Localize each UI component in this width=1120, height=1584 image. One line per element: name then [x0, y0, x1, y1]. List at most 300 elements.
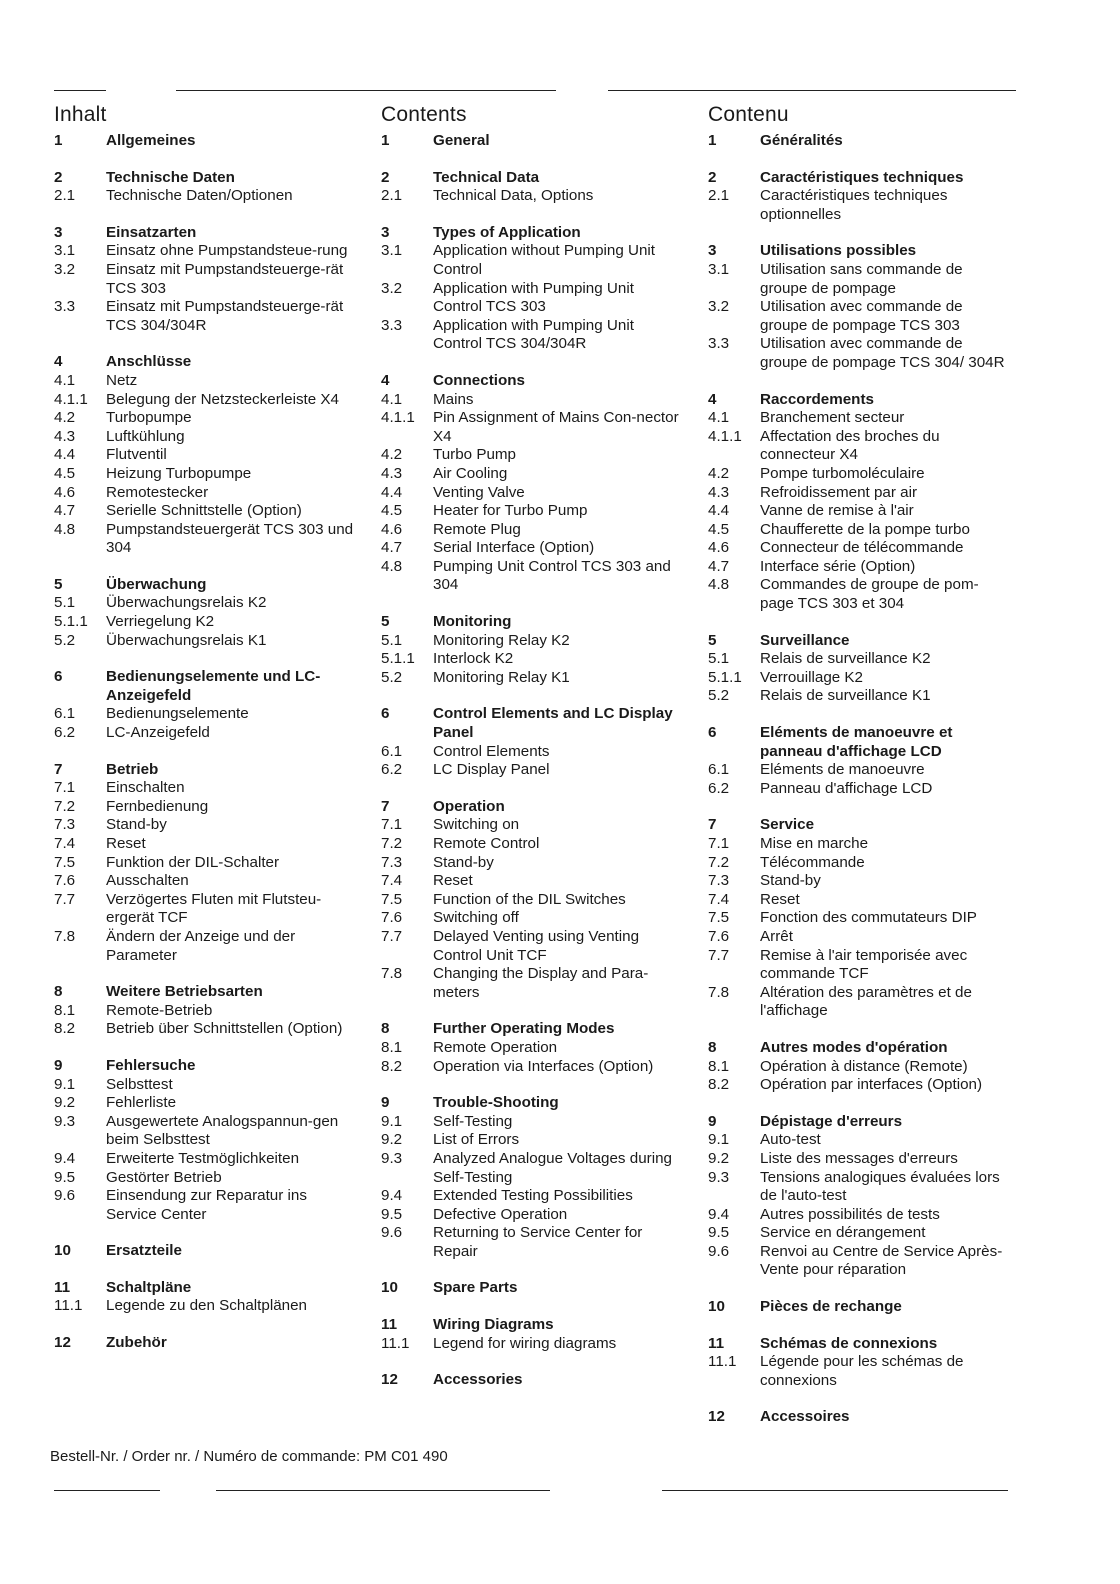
- toc-section: [708, 169, 1008, 188]
- toc-subsection: [708, 780, 1008, 799]
- toc-subsection: [54, 521, 360, 558]
- toc-section: [708, 1039, 1008, 1058]
- toc-entry-title: Service en dérangement: [760, 1224, 926, 1242]
- toc-entries: [708, 132, 1008, 1427]
- toc-entry-title: Remote Operation: [433, 1038, 558, 1056]
- toc-entry-title: Utilisation avec commande de groupe de pompage TCS 304/ 304R: [760, 335, 1005, 371]
- toc-subsection: [381, 928, 681, 965]
- toc-entry-title: Surveillance: [760, 631, 850, 649]
- toc-column-german: [54, 103, 360, 1353]
- toc-entry-number: 11: [381, 1316, 398, 1334]
- toc-entry-number: 7.5: [381, 890, 403, 908]
- toc-entry-number: 4.2: [54, 409, 76, 427]
- toc-entry-number: 5.1.1: [54, 613, 88, 631]
- toc-subsection: [708, 1353, 1008, 1390]
- toc-entry-title: Pin Assignment of Mains Con-nector X4: [433, 409, 679, 445]
- toc-subsection: [708, 428, 1008, 465]
- toc-entry-number: 9.3: [54, 1112, 76, 1130]
- toc-entry-number: 8.2: [381, 1057, 403, 1075]
- toc-section: [708, 1408, 1008, 1427]
- toc-entry-number: 9.5: [381, 1205, 403, 1223]
- toc-subsection: [708, 928, 1008, 947]
- toc-subsection: [381, 669, 681, 688]
- toc-subsection: [381, 1058, 681, 1077]
- toc-entry-title: Pumpstandsteuergerät TCS 303 und 304: [106, 520, 354, 557]
- toc-entry-number: 9.4: [54, 1149, 76, 1167]
- toc-entry-number: 6.2: [381, 761, 403, 779]
- toc-entry-title: Belegung der Netzsteckerleiste X4: [106, 390, 340, 408]
- toc-entry-title: Einsatz ohne Pumpstandsteue-rung: [106, 242, 348, 260]
- toc-subsection: [54, 613, 360, 632]
- toc-entry-number: 3: [54, 223, 63, 241]
- toc-entry-number: 3.3: [54, 298, 76, 316]
- toc-subsection: [708, 1224, 1008, 1243]
- toc-entry-title: Air Cooling: [433, 464, 508, 482]
- toc-subsection: [381, 242, 681, 279]
- toc-entry-title: LC-Anzeigefeld: [106, 724, 210, 742]
- toc-entry-title: Stand-by: [106, 816, 167, 834]
- toc-entry-title: Généralités: [760, 132, 843, 149]
- toc-entry-title: Pièces de rechange: [760, 1298, 902, 1316]
- toc-entry-number: 8.1: [54, 1001, 76, 1019]
- toc-entry-number: 4.1.1: [381, 409, 415, 427]
- toc-entry-number: 7.5: [54, 853, 76, 871]
- toc-entry-title: Auto-test: [760, 1131, 821, 1149]
- toc-entry-number: 9.5: [54, 1168, 76, 1186]
- toc-entry-title: Utilisation avec commande de groupe de pompage TCS 303: [760, 298, 963, 334]
- toc-entry-title: Fehlerliste: [106, 1094, 177, 1112]
- toc-subsection: [54, 242, 360, 261]
- toc-entry-title: Betrieb: [106, 760, 159, 778]
- bottom-rule-right: [662, 1490, 1008, 1491]
- toc-subsection: [54, 1094, 360, 1113]
- toc-subsection: [708, 187, 1008, 224]
- toc-entry-number: 9.2: [708, 1149, 730, 1167]
- toc-entry-title: Verriegelung K2: [106, 613, 215, 631]
- toc-entry-title: Ausschalten: [106, 872, 189, 890]
- toc-subsection: [54, 779, 360, 798]
- toc-entry-number: 10: [708, 1298, 725, 1316]
- toc-title: Inhalt: [54, 103, 107, 126]
- toc-entry-title: Application without Pumping Unit Control: [433, 242, 656, 278]
- toc-subsection: [381, 187, 681, 206]
- toc-entry-title: Heater for Turbo Pump: [433, 502, 588, 520]
- toc-entry-number: 4.1: [708, 409, 730, 427]
- toc-entry-number: 3.1: [381, 242, 403, 260]
- toc-subsection: [708, 854, 1008, 873]
- toc-entry-number: 4.3: [381, 464, 403, 482]
- toc-entry-title: Technical Data, Options: [433, 187, 594, 205]
- toc-entry-number: 5: [54, 575, 63, 593]
- toc-entry-title: Serial Interface (Option): [433, 539, 595, 557]
- toc-column-french: [708, 103, 1008, 1427]
- toc-subsection: [381, 317, 681, 354]
- toc-entry-number: 5.1.1: [381, 650, 415, 668]
- toc-entry-number: 4.8: [381, 557, 403, 575]
- toc-entry-number: 7.3: [54, 816, 76, 834]
- top-rule-left: [54, 90, 106, 91]
- toc-entry-title: Self-Testing: [433, 1112, 513, 1130]
- toc-entry-number: 7: [381, 797, 390, 815]
- toc-entry-number: 7.6: [708, 927, 730, 945]
- toc-section: [54, 1334, 360, 1353]
- toc-entry-number: 3.2: [54, 260, 76, 278]
- toc-entry-title: Einsendung zur Reparatur ins Service Center: [106, 1187, 307, 1223]
- toc-entry-number: 12: [708, 1408, 725, 1426]
- toc-subsection: [381, 816, 681, 835]
- toc-entry-title: Accessoires: [760, 1408, 850, 1426]
- toc-entry-number: 9.2: [381, 1131, 403, 1149]
- toc-entry-title: Branchement secteur: [760, 409, 905, 427]
- toc-entry-number: 8.1: [381, 1038, 403, 1056]
- toc-entry-title: Légende pour les schémas de connexions: [760, 1353, 964, 1389]
- toc-subsection: [54, 502, 360, 521]
- toc-entry-number: 4.8: [708, 576, 730, 594]
- toc-entry-number: 9.1: [54, 1075, 76, 1093]
- toc-entry-title: Flutventil: [106, 446, 167, 464]
- toc-subsection: [708, 558, 1008, 577]
- toc-entry-title: Remise à l'air temporisée avec commande TCF: [760, 946, 968, 983]
- toc-subsection: [381, 1224, 681, 1261]
- toc-entry-title: Autres possibilités de tests: [760, 1205, 940, 1223]
- toc-entry-title: Connections: [433, 371, 525, 389]
- toc-entry-number: 7.2: [381, 835, 403, 852]
- toc-entry-number: 6.2: [54, 724, 76, 742]
- toc-subsection: [54, 724, 360, 743]
- toc-entry-number: 3: [708, 242, 717, 260]
- toc-entry-title: Switching on: [433, 816, 520, 834]
- toc-entry-title: Fonction des commutateurs DIP: [760, 909, 977, 927]
- toc-entry-number: 2.1: [54, 187, 76, 205]
- toc-entry-number: 9.3: [381, 1149, 403, 1167]
- toc-entry-number: 4: [381, 371, 390, 389]
- toc-entry-number: 4.2: [381, 446, 403, 464]
- toc-subsection: [54, 446, 360, 465]
- toc-entry-number: 3.3: [708, 335, 730, 353]
- toc-subsection: [708, 484, 1008, 503]
- toc-section: [54, 224, 360, 243]
- toc-entry-number: 9.6: [381, 1224, 403, 1242]
- toc-entry-title: Affectation des broches du connecteur X4: [760, 427, 940, 464]
- toc-subsection: [708, 835, 1008, 854]
- toc-entry-title: Application with Pumping Unit Control TCS 304/304R: [433, 316, 634, 353]
- toc-subsection: [381, 743, 681, 762]
- toc-section: [708, 1298, 1008, 1317]
- toc-entry-title: Spare Parts: [433, 1279, 518, 1297]
- toc-entry-title: Extended Testing Possibilities: [433, 1187, 633, 1205]
- toc-entry-title: Technische Daten/Optionen: [106, 187, 293, 205]
- toc-entry-number: 5.1.1: [708, 668, 742, 686]
- toc-section: [708, 1335, 1008, 1354]
- toc-section: [708, 242, 1008, 261]
- toc-entry-number: 4.8: [54, 520, 76, 538]
- toc-entry-title: Changing the Display and Para-meters: [433, 965, 649, 1001]
- toc-subsection: [54, 835, 360, 854]
- toc-entries: [54, 132, 360, 1353]
- toc-column-english: [381, 103, 681, 1390]
- toc-subsection: [381, 632, 681, 651]
- toc-subsection: [708, 521, 1008, 540]
- toc-entry-number: 5.1: [708, 650, 730, 668]
- toc-entry-title: Autres modes d'opération: [760, 1038, 948, 1056]
- toc-subsection: [381, 521, 681, 540]
- toc-subsection: [381, 280, 681, 317]
- toc-entry-title: LC Display Panel: [433, 761, 550, 779]
- toc-entry-number: 4.1.1: [54, 390, 88, 408]
- toc-subsection: [54, 816, 360, 835]
- toc-entry-title: Einsatz mit Pumpstandsteuerge-rät TCS 304/304R: [106, 298, 344, 334]
- toc-entry-number: 5: [708, 631, 717, 649]
- toc-entry-title: Bedienungselemente und LC-Anzeigefeld: [106, 668, 321, 704]
- toc-subsection: [381, 1131, 681, 1150]
- toc-subsection: [54, 1113, 360, 1150]
- toc-entry-number: 9.2: [54, 1094, 76, 1112]
- toc-entry-title: Commandes de groupe de pom-page TCS 303 et 304: [760, 576, 979, 613]
- toc-entry-title: Serielle Schnittstelle (Option): [106, 502, 302, 520]
- toc-entry-number: 7.7: [381, 927, 403, 945]
- toc-entry-title: Legende zu den Schaltplänen: [106, 1297, 307, 1315]
- toc-entry-title: Zubehör: [106, 1334, 167, 1352]
- toc-entry-number: 9.4: [381, 1187, 403, 1205]
- toc-subsection: [381, 1187, 681, 1206]
- toc-entry-title: Eléments de manoeuvre et panneau d'affichage LCD: [760, 724, 953, 760]
- toc-entry-title: Turbo Pump: [433, 446, 517, 464]
- toc-subsection: [708, 261, 1008, 298]
- toc-subsection: [708, 1243, 1008, 1280]
- toc-section: [54, 353, 360, 372]
- toc-section: [54, 983, 360, 1002]
- toc-entry-title: Remote-Betrieb: [106, 1001, 213, 1019]
- toc-entry-title: Verzögertes Fluten mit Flutsteu-ergerät TCF: [106, 890, 322, 927]
- toc-entry-title: Bedienungselemente: [106, 705, 249, 723]
- toc-entry-title: Monitoring Relay K1: [433, 668, 570, 686]
- toc-entry-title: Remote Plug: [433, 520, 521, 538]
- toc-section: [54, 576, 360, 595]
- toc-entry-title: Weitere Betriebsarten: [106, 983, 263, 1001]
- toc-entry-title: Télécommande: [760, 853, 865, 871]
- toc-subsection: [54, 428, 360, 447]
- toc-subsection: [708, 1206, 1008, 1225]
- toc-entry-title: Delayed Venting using Venting Control Unit TCF: [433, 927, 640, 964]
- toc-entry-number: 5.1: [381, 631, 403, 649]
- toc-section: [381, 1279, 681, 1298]
- toc-section: [708, 724, 1008, 761]
- toc-entry-number: 11.1: [54, 1297, 83, 1315]
- toc-entry-title: Monitoring: [433, 613, 512, 631]
- toc-entry-title: Returning to Service Center for Repair: [433, 1224, 643, 1260]
- toc-entry-title: Ändern der Anzeige und der Parameter: [106, 927, 296, 964]
- toc-entry-title: Fehlersuche: [106, 1056, 196, 1074]
- toc-section: [381, 1316, 681, 1335]
- toc-section: [54, 1279, 360, 1298]
- toc-entry-title: Überwachungsrelais K2: [106, 594, 267, 612]
- toc-entry-number: 4.7: [708, 557, 730, 575]
- toc-entry-title: Netz: [106, 371, 138, 389]
- toc-entry-title: Funktion der DIL-Schalter: [106, 853, 280, 871]
- toc-subsection: [708, 1169, 1008, 1206]
- toc-section: [54, 1242, 360, 1261]
- toc-subsection: [708, 650, 1008, 669]
- toc-entry-number: 2: [381, 168, 390, 186]
- toc-subsection: [708, 1058, 1008, 1077]
- toc-entry-number: 3.2: [381, 279, 403, 297]
- toc-entry-title: Überwachung: [106, 575, 207, 593]
- toc-entry-number: 4.1.1: [708, 427, 742, 445]
- toc-entry-number: 9: [708, 1112, 717, 1130]
- toc-entry-number: 4.5: [708, 520, 730, 538]
- toc-subsection: [381, 1206, 681, 1225]
- toc-entry-title: Einsatz mit Pumpstandsteuerge-rät TCS 303: [106, 260, 344, 297]
- toc-subsection: [54, 632, 360, 651]
- toc-subsection: [381, 761, 681, 780]
- toc-entry-number: 3.1: [54, 242, 76, 260]
- toc-entry-title: Ersatzteile: [106, 1242, 182, 1260]
- toc-entry-number: 7.6: [54, 872, 76, 890]
- toc-section: [381, 169, 681, 188]
- toc-entry-number: 10: [381, 1279, 398, 1297]
- toc-entry-number: 8: [54, 983, 63, 1001]
- toc-entry-number: 4: [54, 353, 63, 371]
- order-number: Bestell-Nr. / Order nr. / Numéro de commande: PM C01 490: [50, 1448, 448, 1465]
- toc-entry-number: 7.1: [54, 779, 76, 797]
- toc-subsection: [54, 372, 360, 391]
- toc-subsection: [708, 909, 1008, 928]
- toc-entry-title: Function of the DIL Switches: [433, 890, 626, 908]
- toc-entry-title: Verrouillage K2: [760, 668, 864, 686]
- toc-section: [54, 1057, 360, 1076]
- toc-entry-title: General: [433, 132, 490, 149]
- toc-subsection: [381, 891, 681, 910]
- toc-subsection: [381, 835, 681, 854]
- toc-section: [54, 169, 360, 188]
- toc-subsection: [54, 872, 360, 891]
- toc-entry-title: Reset: [760, 890, 800, 908]
- bottom-rule-middle: [216, 1490, 550, 1491]
- toc-entry-title: Technische Daten: [106, 168, 235, 186]
- toc-entry-number: 1: [708, 132, 717, 149]
- toc-subsection: [381, 1150, 681, 1187]
- toc-entry-number: 6.1: [708, 761, 730, 779]
- toc-subsection: [381, 465, 681, 484]
- toc-entry-number: 7.8: [381, 965, 403, 983]
- toc-entry-number: 5: [381, 613, 390, 631]
- toc-entry-title: Control Elements: [433, 742, 550, 760]
- toc-entry-number: 9.1: [381, 1112, 403, 1130]
- toc-entry-number: 9.3: [708, 1168, 730, 1186]
- toc-section: [381, 613, 681, 632]
- toc-subsection: [54, 409, 360, 428]
- toc-entry-title: Opération à distance (Remote): [760, 1057, 968, 1075]
- toc-entry-number: 4.5: [381, 502, 403, 520]
- toc-entry-number: 4.4: [54, 446, 76, 464]
- toc-entry-number: 2: [708, 168, 717, 186]
- toc-entry-number: 5.2: [381, 668, 403, 686]
- toc-entry-title: Heizung Turbopumpe: [106, 464, 252, 482]
- toc-entry-number: 7.4: [381, 872, 403, 890]
- toc-subsection: [381, 409, 681, 446]
- toc-entry-title: Ausgewertete Analogspannun-gen beim Selbsttest: [106, 1112, 339, 1149]
- toc-entry-title: Allgemeines: [106, 132, 196, 149]
- toc-section: [54, 132, 360, 151]
- toc-entry-title: Venting Valve: [433, 483, 525, 501]
- toc-entry-title: Panneau d'affichage LCD: [760, 779, 933, 797]
- toc-entry-number: 7.2: [54, 797, 76, 815]
- toc-entry-title: Erweiterte Testmöglichkeiten: [106, 1149, 300, 1167]
- toc-entry-title: Trouble-Shooting: [433, 1094, 559, 1112]
- toc-entry-title: Service: [760, 816, 815, 834]
- toc-entry-number: 4.3: [54, 427, 76, 445]
- toc-entry-title: Raccordements: [760, 390, 874, 408]
- toc-entry-title: Wiring Diagrams: [433, 1316, 554, 1334]
- toc-entry-number: 6.1: [381, 742, 403, 760]
- toc-entry-number: 7: [708, 816, 717, 834]
- toc-subsection: [54, 928, 360, 965]
- toc-section: [381, 798, 681, 817]
- toc-entry-title: Analyzed Analogue Voltages during Self-Testing: [433, 1149, 672, 1186]
- toc-entry-number: 9.6: [708, 1242, 730, 1260]
- toc-subsection: [54, 854, 360, 873]
- toc-entry-number: 4.5: [54, 464, 76, 482]
- toc-entry-number: 1: [54, 132, 63, 149]
- toc-entry-title: Defective Operation: [433, 1205, 568, 1223]
- toc-entry-title: Refroidissement par air: [760, 483, 917, 501]
- toc-entry-title: Einschalten: [106, 779, 185, 797]
- toc-subsection: [708, 1150, 1008, 1169]
- toc-subsection: [381, 854, 681, 873]
- toc-entry-number: 5.2: [708, 687, 730, 705]
- toc-entry-title: Liste des messages d'erreurs: [760, 1149, 958, 1167]
- toc-subsection: [708, 1131, 1008, 1150]
- toc-subsection: [381, 909, 681, 928]
- toc-entry-number: 10: [54, 1242, 71, 1260]
- toc-subsection: [54, 465, 360, 484]
- toc-entry-title: Connecteur de télécommande: [760, 539, 964, 557]
- toc-subsection: [708, 891, 1008, 910]
- toc-entry-title: Remote Control: [433, 835, 540, 852]
- toc-entry-number: 8: [708, 1038, 717, 1056]
- toc-entry-number: 8.1: [708, 1057, 730, 1075]
- toc-subsection: [708, 465, 1008, 484]
- toc-entry-number: 5.2: [54, 631, 76, 649]
- toc-entry-number: 7.3: [381, 853, 403, 871]
- toc-entry-number: 4.7: [54, 502, 76, 520]
- toc-entry-number: 4.6: [54, 483, 76, 501]
- toc-entry-title: Fernbedienung: [106, 797, 209, 815]
- toc-title: Contents: [381, 103, 467, 126]
- toc-entry-title: Reset: [106, 835, 146, 852]
- toc-entry-number: 6.2: [708, 779, 730, 797]
- toc-entry-number: 4.4: [708, 502, 730, 520]
- toc-entry-title: Einsatzarten: [106, 223, 197, 241]
- toc-subsection: [708, 409, 1008, 428]
- toc-entry-title: Caractéristiques techniques: [760, 168, 964, 186]
- toc-section: [54, 668, 360, 705]
- toc-entry-title: Chaufferette de la pompe turbo: [760, 520, 970, 538]
- toc-section: [54, 761, 360, 780]
- top-rule-right: [608, 90, 1016, 91]
- toc-entry-number: 4.2: [708, 464, 730, 482]
- toc-entry-title: Renvoi au Centre de Service Après-Vente pour réparation: [760, 1242, 1003, 1279]
- toc-entry-number: 7.7: [54, 890, 76, 908]
- toc-entry-number: 4.6: [381, 520, 403, 538]
- toc-subsection: [708, 502, 1008, 521]
- toc-subsection: [381, 391, 681, 410]
- toc-subsection: [54, 187, 360, 206]
- toc-entry-title: Control Elements and LC Display Panel: [433, 705, 673, 742]
- toc-subsection: [54, 705, 360, 724]
- toc-subsection: [708, 984, 1008, 1021]
- toc-entry-title: Interface série (Option): [760, 557, 916, 575]
